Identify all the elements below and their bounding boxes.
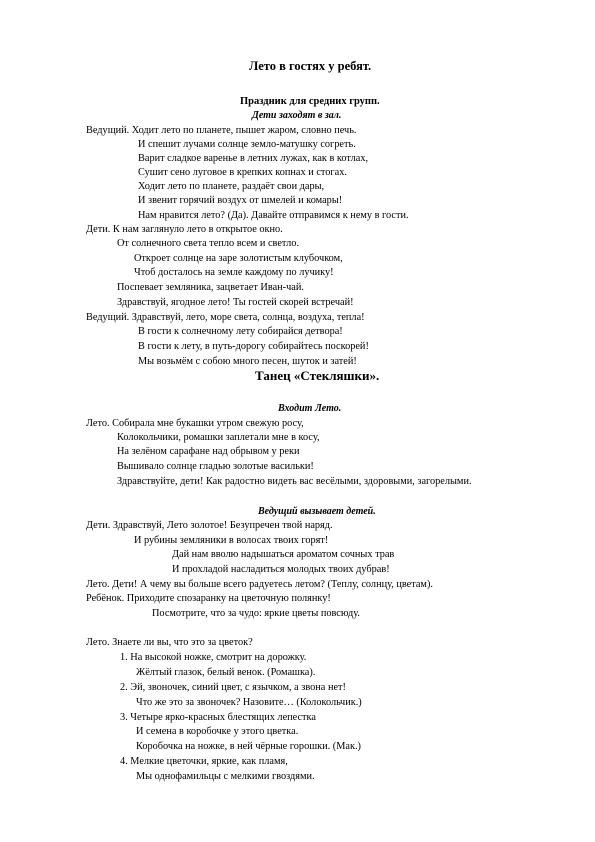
- text-line: Здравствуйте, дети! Как радостно видеть вас весёлыми, здоровыми, загорелыми.: [117, 476, 472, 487]
- text-line: И звенит горячий воздух от шмелей и комары!: [138, 195, 343, 206]
- text-line: Сушит сено луговое в крепких копнах и стогах.: [138, 167, 347, 178]
- text-line: Ходит лето по планете, раздаёт свои дары,: [138, 181, 325, 192]
- text-line: И рубины земляники в волосах твоих горят!: [134, 535, 329, 546]
- text-line: Мы однофамильцы с мелкими гвоздями.: [136, 771, 315, 782]
- text-line: Мы возьмём с собою много песен, шуток и затей!: [138, 356, 357, 367]
- text-line: Жёлтый глазок, белый венок. (Ромашка).: [136, 667, 316, 678]
- text-line: Ведущий. Здравствуй, лето, море света, солнца, воздуха, тепла!: [86, 312, 365, 323]
- document-title: Лето в гостях у ребят.: [249, 59, 372, 73]
- text-line: Колокольчики, ромашки заплетали мне в косу,: [117, 432, 320, 443]
- text-line: Нам нравится лето? (Да). Давайте отправимся к нему в гости.: [138, 210, 409, 221]
- text-line: Варит сладкое варенье в летних лужах, как в котлах,: [138, 153, 369, 164]
- text-line: Поспевает земляника, зацветает Иван-чай.: [117, 282, 304, 293]
- text-line: Вышивало солнце гладью золотые васильки!: [117, 461, 314, 472]
- text-line: Посмотрите, что за чудо: яркие цветы повсюду.: [152, 608, 360, 619]
- text-line: Лето. Собирала мне букашки утром свежую росу,: [86, 418, 304, 429]
- text-line: В гости к солнечному лету собирайся детвора!: [138, 326, 343, 337]
- text-line: 1. На высокой ножке, смотрит на дорожку.: [120, 652, 307, 663]
- text-line: На зелёном сарафане над обрывом у реки: [117, 446, 300, 457]
- text-line: Дай нам вволю надышаться ароматом сочных трав: [172, 549, 395, 560]
- text-line: Коробочка на ножке, в ней чёрные горошки. (Мак.): [136, 741, 361, 752]
- text-line: Что же это за звоночек? Назовите… (Колокольчик.): [136, 697, 362, 708]
- text-line: Ребёнок. Приходите спозаранку на цветочную полянку!: [86, 593, 331, 604]
- text-line: В гости к лету, в путь-дорогу собирайтесь поскорей!: [138, 341, 369, 352]
- text-line: Чтоб досталось на земле каждому по лучику!: [134, 267, 334, 278]
- text-line: 4. Мелкие цветочки, яркие, как пламя,: [120, 756, 288, 767]
- stage-direction: Ведущий вызывает детей.: [258, 506, 376, 517]
- dance-heading: Танец «Стекляшки».: [255, 368, 380, 383]
- text-line: Дети. Здравствуй, Лето золотое! Безупречен твой наряд.: [86, 520, 333, 531]
- text-line: И прохладой насладиться молодых твоих дубрав!: [172, 564, 390, 575]
- text-line: 3. Четыре ярко-красных блестящих лепестка: [120, 712, 316, 723]
- text-line: 2. Эй, звоночек, синий цвет, с язычком, а звона нет!: [120, 682, 346, 693]
- text-line: И спешит лучами солнце земло-матушку согреть.: [138, 139, 356, 150]
- text-line: Дети. К нам заглянуло лето в открытое окно.: [86, 224, 283, 235]
- stage-direction: Входит Лето.: [278, 403, 342, 414]
- text-line: И семена в коробочке у этого цветка.: [136, 726, 299, 737]
- text-line: Лето. Знаете ли вы, что это за цветок?: [86, 637, 253, 648]
- text-line: Откроет солнце на заре золотистым клубочком,: [134, 253, 343, 264]
- text-line: От солнечного света тепло всем и светло.: [117, 238, 300, 249]
- text-line: Лето. Дети! А чему вы больше всего радуетесь летом? (Теплу, солнцу, цветам).: [86, 579, 433, 590]
- text-line: Здравствуй, ягодное лето! Ты гостей скорей встречай!: [117, 297, 354, 308]
- text-line: Ведущий. Ходит лето по планете, пышет жаром, словно печь.: [86, 125, 357, 136]
- document-subtitle: Праздник для средних групп.: [240, 96, 380, 107]
- stage-direction: Дети заходят в зал.: [252, 110, 342, 121]
